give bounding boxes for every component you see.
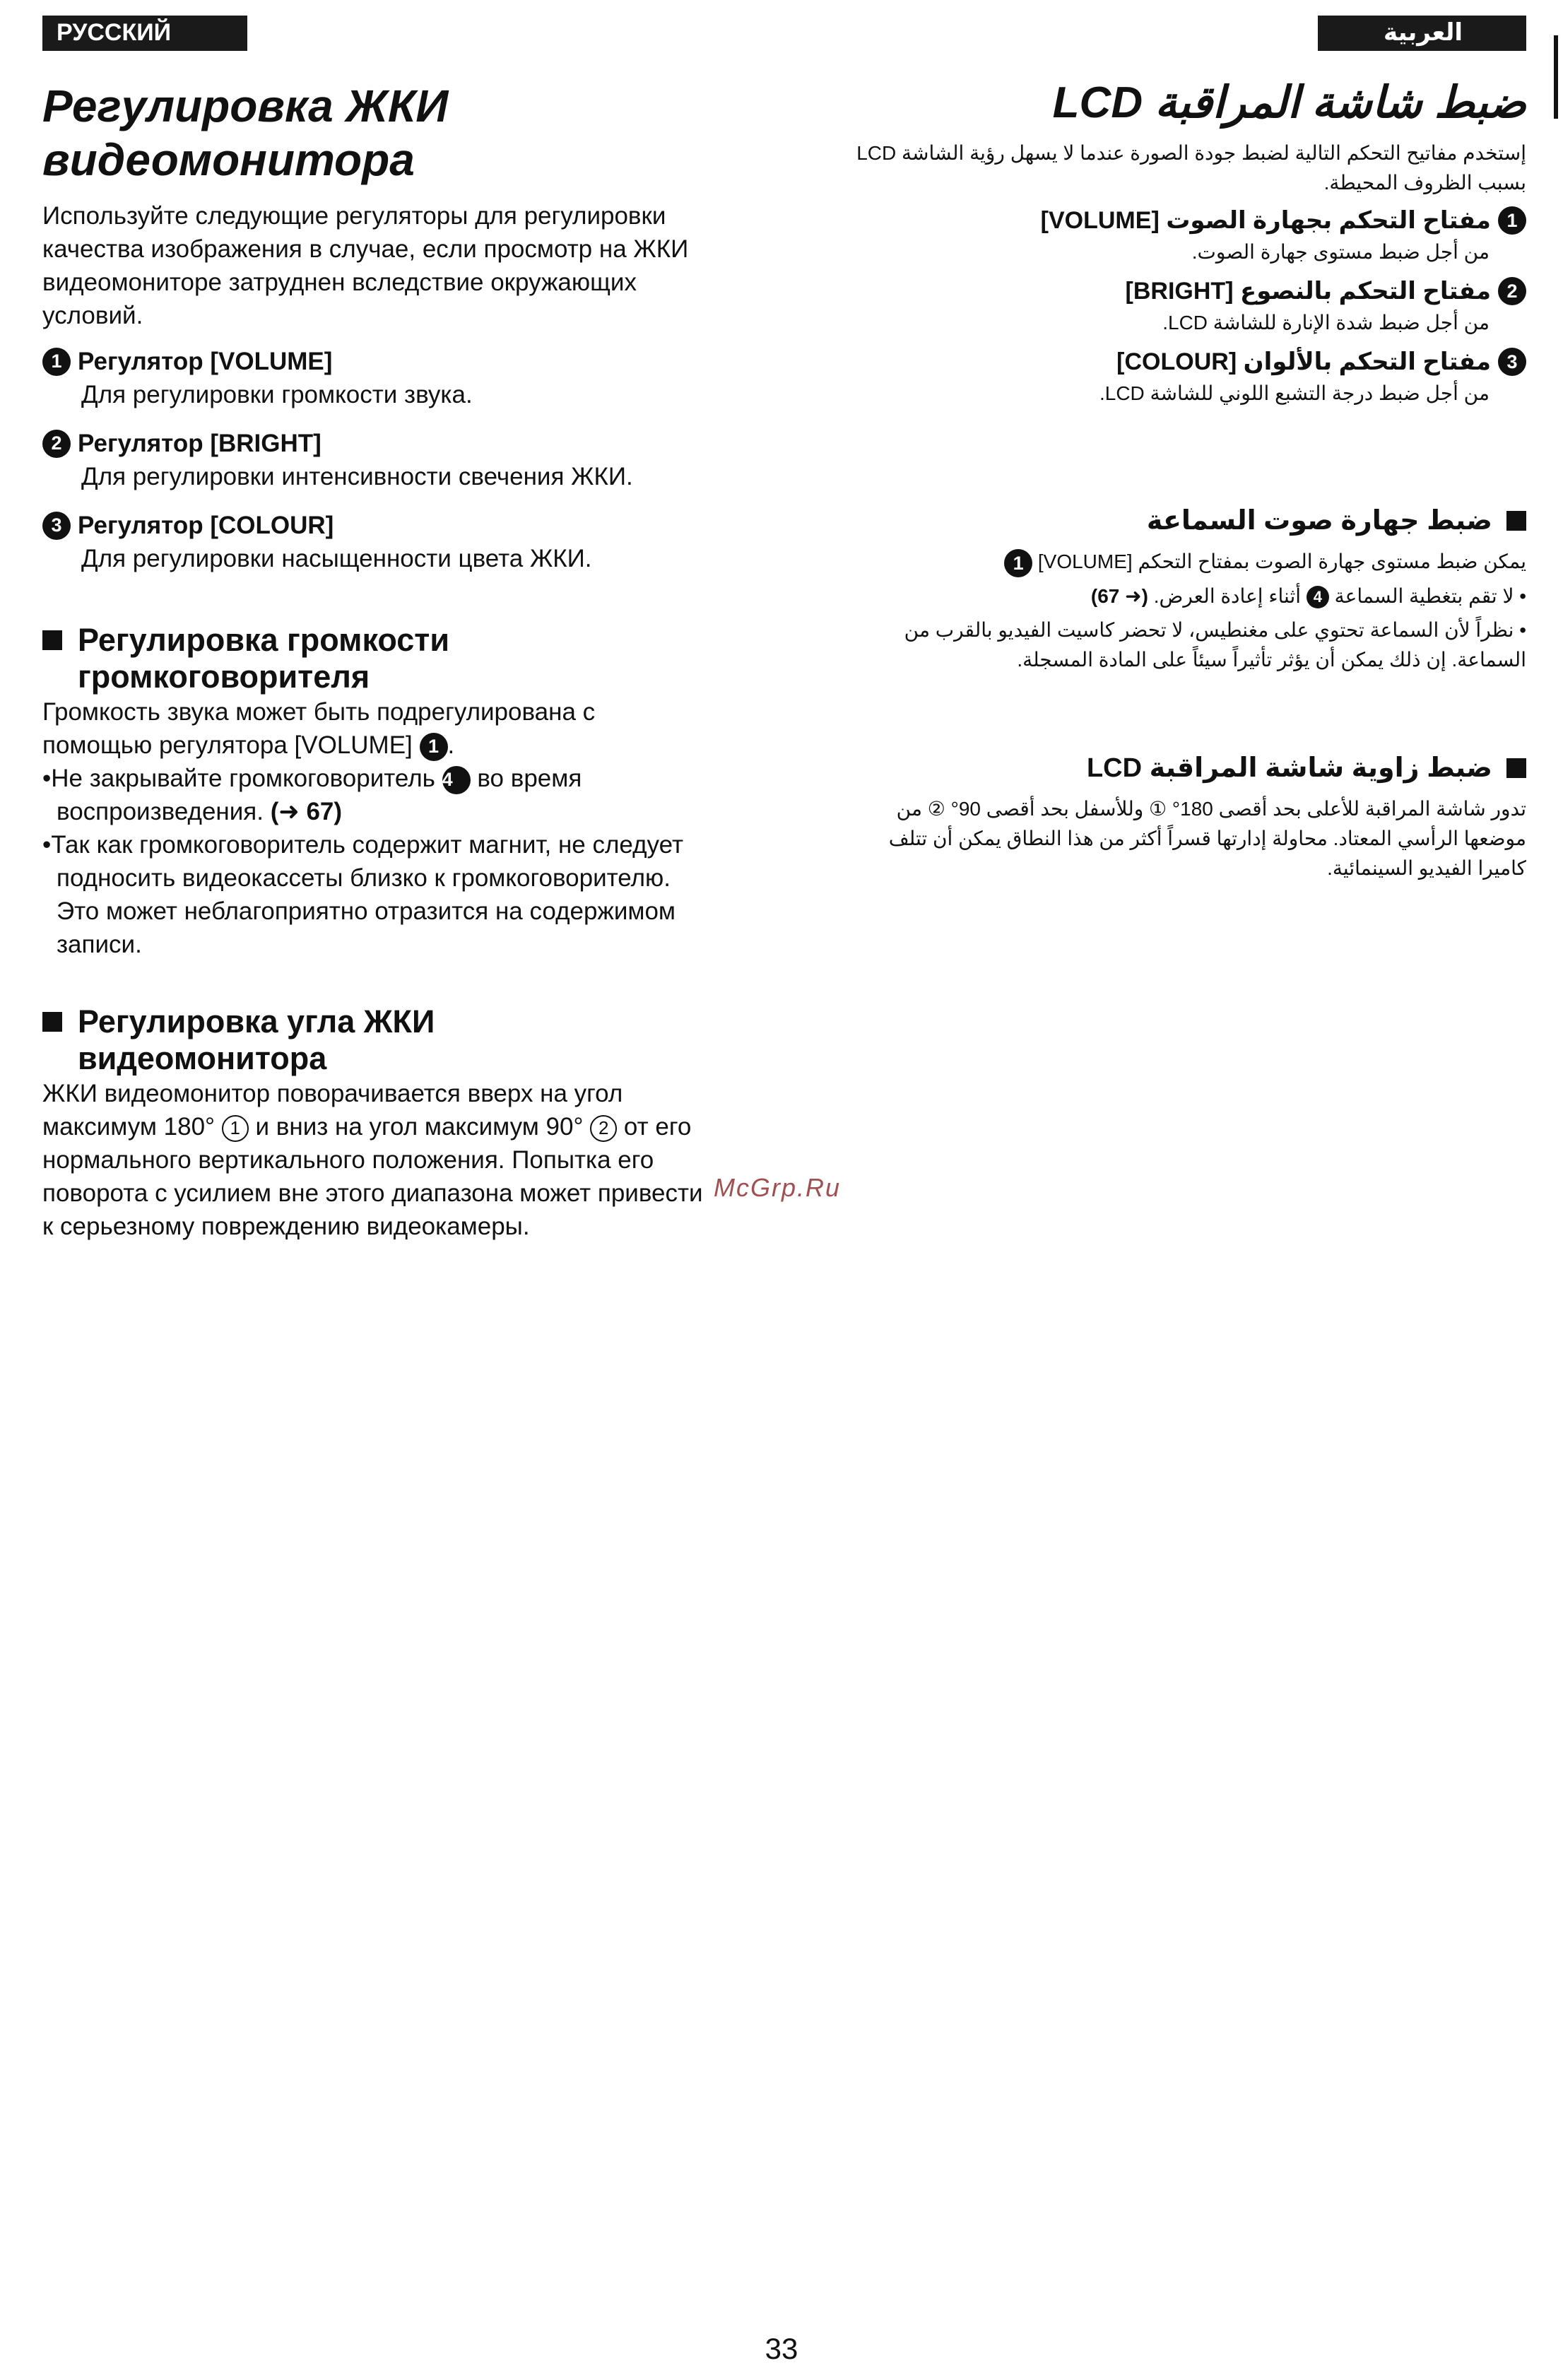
number-4-icon: 4 xyxy=(442,766,471,794)
square-bullet-icon xyxy=(42,630,62,650)
page-number: 33 xyxy=(765,2332,798,2365)
square-bullet-icon xyxy=(1506,511,1526,531)
ru-item-bright xyxy=(42,427,707,493)
ar-angle-heading: ضبط زاوية شاشة المراقبة LCD xyxy=(841,750,1526,786)
ar-item-bright: 2 مفتاح التحكم بالنصوع [BRIGHT] من أجل ضبط شدة الإنارة للشاشة LCD. xyxy=(841,274,1526,338)
number-3-icon: 3 xyxy=(1498,348,1526,376)
ru-item-head: Регулятор [VOLUME] xyxy=(78,348,333,375)
number-2-icon: 2 xyxy=(42,430,71,458)
ar-speaker-text: يمكن ضبط مستوى جهارة الصوت بمفتاح التحكم [VOLUME] 1 xyxy=(841,547,1526,577)
ru-speaker-bullet-1: •Не закрывайте громкоговоритель 4 во время воспроизведения. (➜ 67) xyxy=(42,765,582,825)
ru-speaker-bullet-2: •Так как громкоговоритель содержит магнит, не следует подносить видеокассеты близко к громкоговорителю. Это может неблагоприятно отразится на содержимом записи. xyxy=(42,831,683,958)
circled-1-icon: 1 xyxy=(222,1115,249,1142)
ar-speaker-heading: ضبط جهارة صوت السماعة xyxy=(841,503,1526,538)
ru-angle-heading: Регулировка угла ЖКИ видеомонитора xyxy=(42,1003,707,1077)
number-1-icon: 1 xyxy=(1498,206,1526,235)
ru-item-head: Регулятор [COLOUR] xyxy=(78,512,334,539)
ar-page-title: ضبط شاشة المراقبة LCD xyxy=(1052,78,1526,127)
ru-page-title: Регулировка ЖКИ видеомонитора xyxy=(42,81,449,185)
ar-item-desc: من أجل ضبط درجة التشبع اللوني للشاشة LCD. xyxy=(1099,382,1490,404)
ru-section-speaker xyxy=(42,622,707,961)
ru-item-head: Регулятор [BRIGHT] xyxy=(78,430,322,457)
number-1-icon: 1 xyxy=(42,348,71,376)
square-bullet-icon xyxy=(42,1012,62,1032)
ru-item-desc: Для регулировки громкости звука. xyxy=(81,381,473,408)
ru-angle-text: ЖКИ видеомонитор поворачивается вверх на угол максимум 180° 1 и вниз на угол максимум 90° 2 от его нормального вертикального положения. Попытка его поворота с усилием вне этого диапазона может привести к серьезному повреждению видеокамеры. xyxy=(42,1080,703,1240)
ru-speaker-text: Громкость звука может быть подрегулирована с помощью регулятора [VOLUME] 1 . xyxy=(42,695,707,762)
number-3-icon: 3 xyxy=(42,512,71,540)
ru-item-volume xyxy=(42,345,707,411)
ar-speaker-bullet-2: • نظراً لأن السماعة تحتوي على مغنطيس، لا تحضر كاسيت الفيديو بالقرب من السماعة. إن ذلك يمكن أن يؤثر تأثيراً سيئاً على المادة المسجلة. xyxy=(904,618,1526,671)
language-tab-arabic: العربية xyxy=(1318,16,1526,51)
language-tab-russian: РУССКИЙ ЯЗЫК xyxy=(42,16,247,51)
square-bullet-icon xyxy=(1506,758,1526,778)
ar-section-lcd xyxy=(841,78,1526,408)
ar-section-speaker xyxy=(841,503,1526,675)
watermark: McGrp.Ru xyxy=(714,1173,842,1202)
ar-angle-text: تدور شاشة المراقبة للأعلى بحد أقصى 180° ① وللأسفل بحد أقصى 90° ② من موضعها الرأسي المعتاد. محاولة إدارتها قسراً أكثر من هذا النطاق يمكن أن تتلف كاميرا الفيديو السينمائية. xyxy=(888,798,1526,879)
ar-section-angle xyxy=(841,750,1526,883)
ru-item-colour xyxy=(42,509,707,575)
ar-speaker-bullet-1: • لا تقم بتغطية السماعة 4 أثناء إعادة العرض. (➜ 67) xyxy=(841,582,1526,611)
ru-item-desc: Для регулировки насыщенности цвета ЖКИ. xyxy=(81,545,592,572)
number-1-icon: 1 xyxy=(420,733,448,761)
ar-item-volume: 1 مفتاح التحكم بجهارة الصوت [VOLUME] من أجل ضبط مستوى جهارة الصوت. xyxy=(841,204,1526,267)
ru-intro: Используйте следующие регуляторы для регулировки качества изображения в случае, если просмотр на ЖКИ видеомониторе затруднен вследствие окружающих условий. xyxy=(42,202,689,329)
ru-section-angle xyxy=(42,1003,707,1243)
ru-item-desc: Для регулировки интенсивности свечения ЖКИ. xyxy=(81,463,633,490)
number-2-icon: 2 xyxy=(1498,277,1526,305)
number-4-icon: 4 xyxy=(1307,586,1329,608)
ar-item-desc: من أجل ضبط مستوى جهارة الصوت. xyxy=(1191,241,1490,263)
ru-speaker-heading: Регулировка громкости громкоговорителя xyxy=(42,622,707,695)
circled-2-icon: 2 xyxy=(590,1115,617,1142)
ar-intro: إستخدم مفاتيح التحكم التالية لضبط جودة الصورة عندما لا يسهل رؤية الشاشة LCD بسبب الظروف المحيطة. xyxy=(856,142,1526,194)
ru-section-lcd xyxy=(42,79,707,575)
ar-item-desc: من أجل ضبط شدة الإنارة للشاشة LCD. xyxy=(1162,312,1490,334)
ar-item-colour: 3 مفتاح التحكم بالألوان [COLOUR] من أجل ضبط درجة التشبع اللوني للشاشة LCD. xyxy=(841,345,1526,408)
number-1-icon: 1 xyxy=(1004,549,1032,577)
page-edge-marker xyxy=(1554,35,1558,119)
